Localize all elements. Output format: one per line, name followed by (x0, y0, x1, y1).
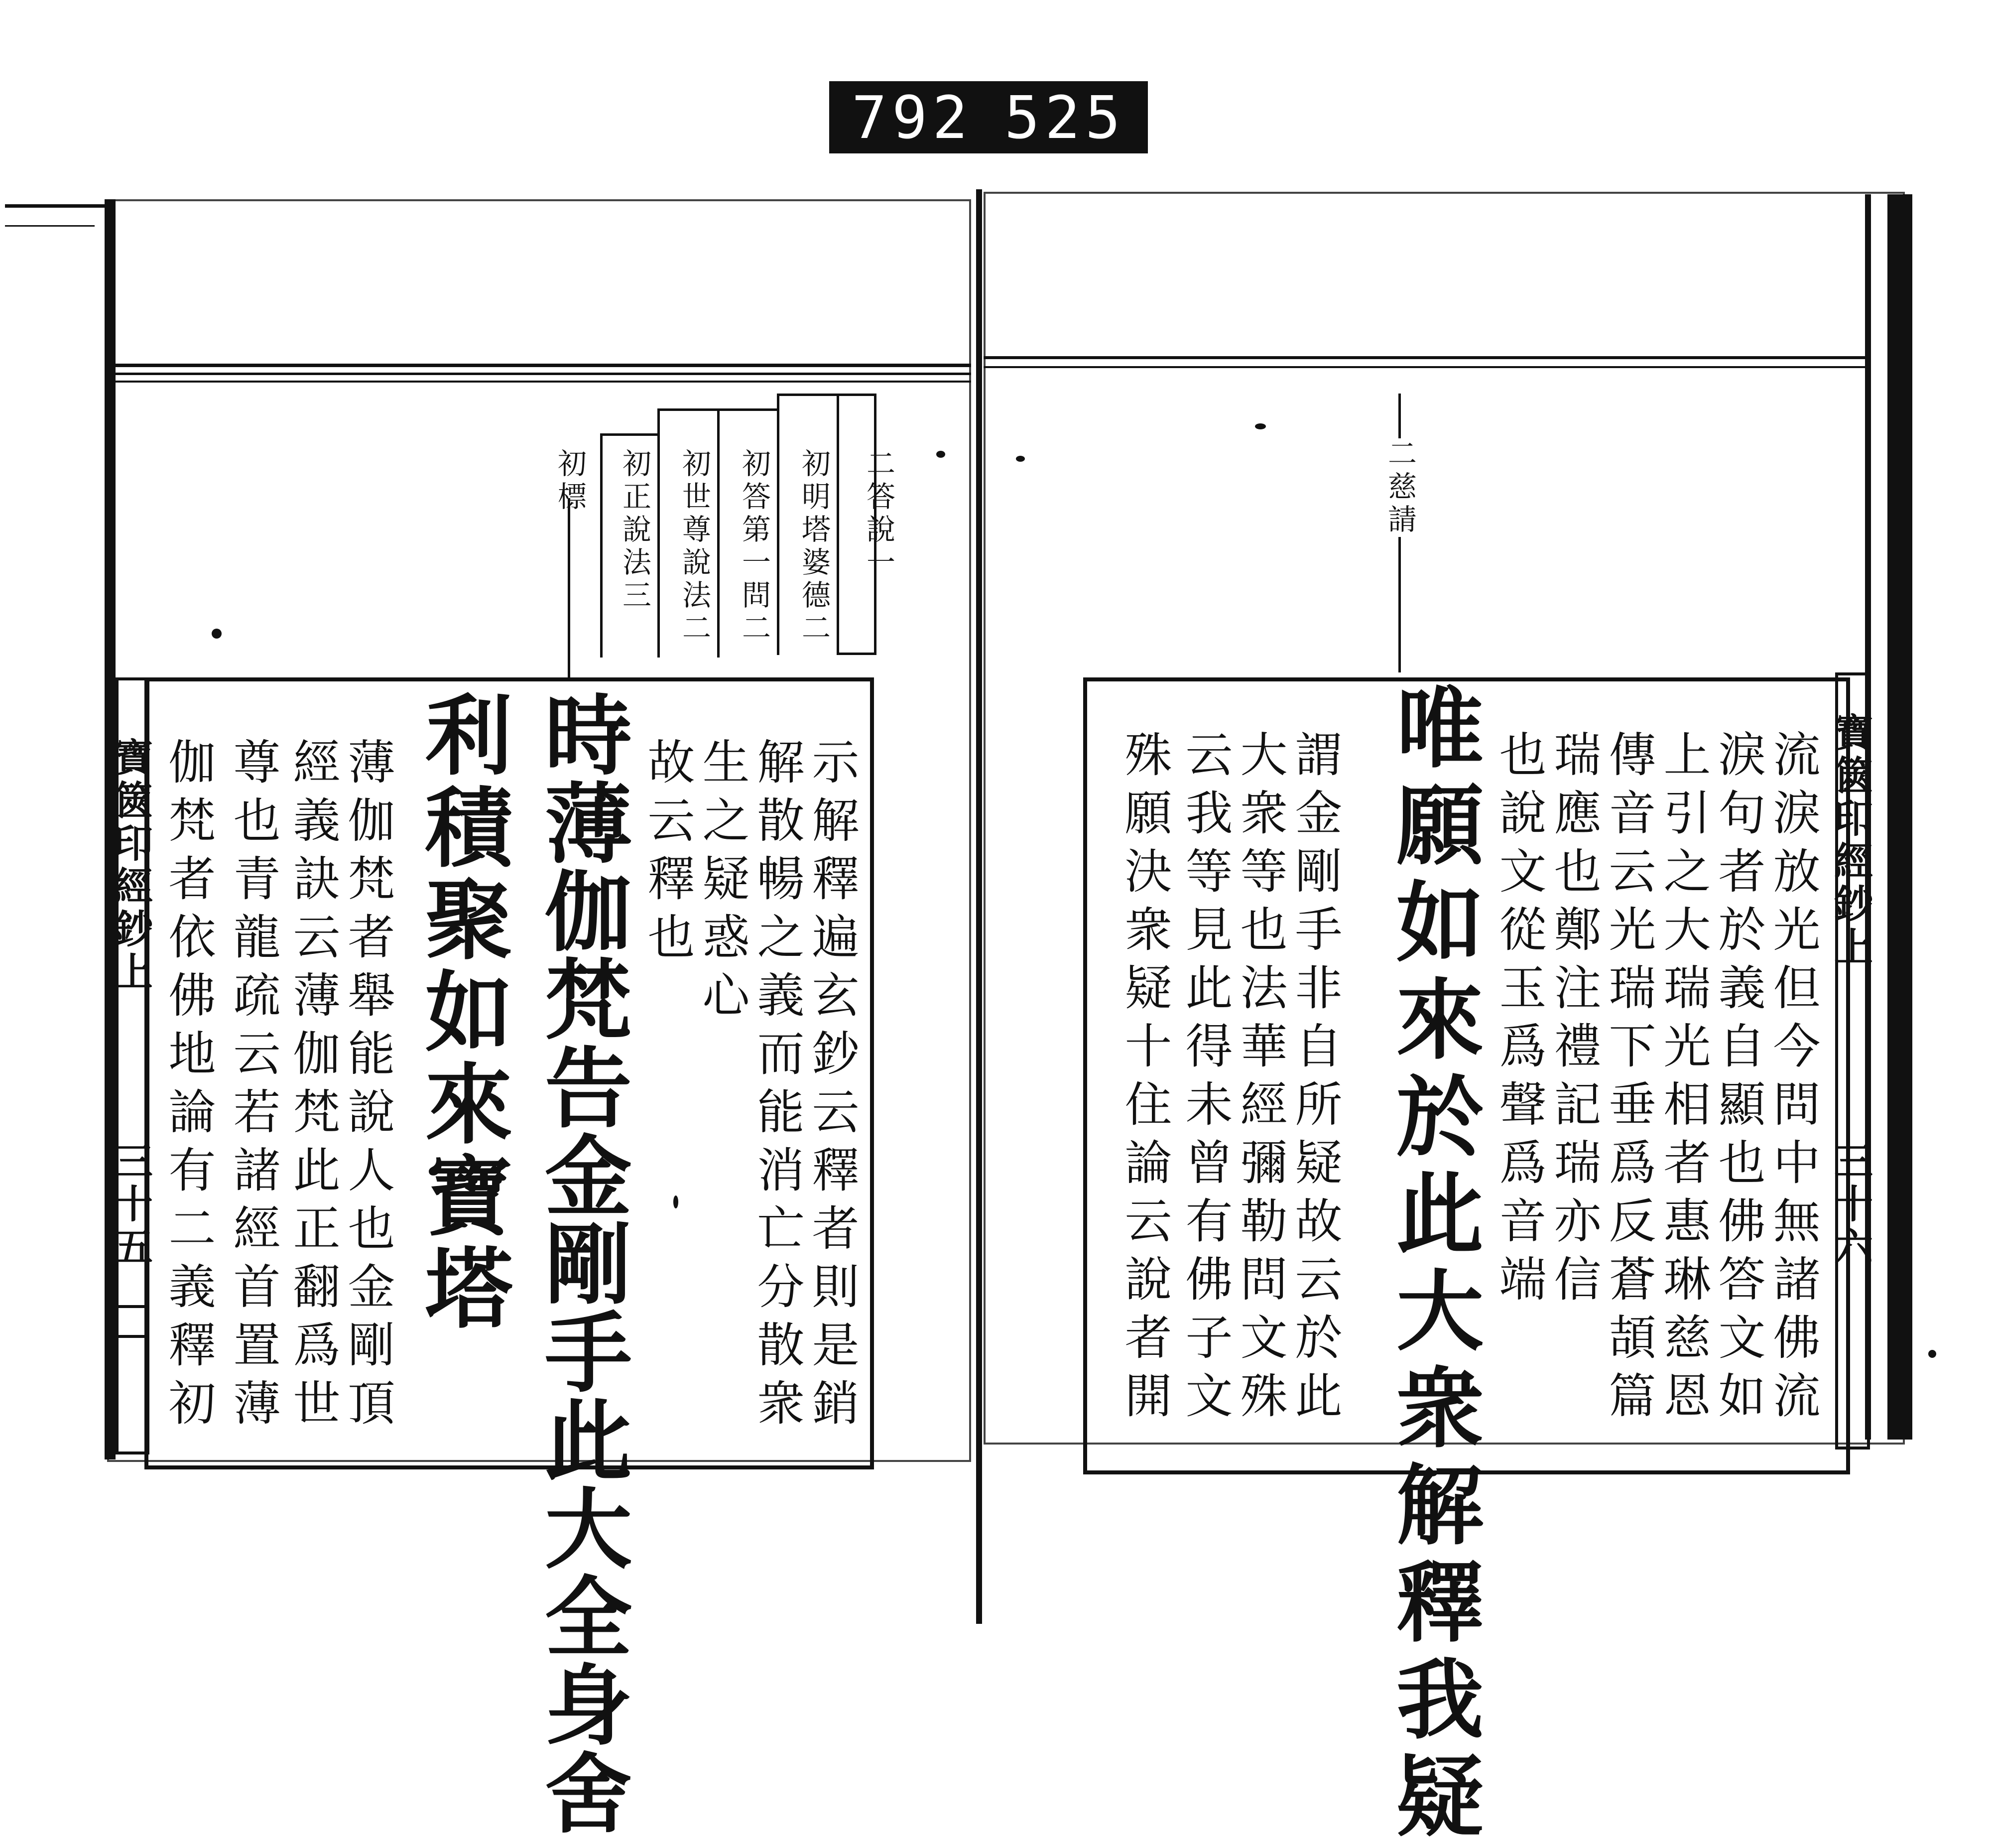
right-header-rule (984, 356, 1870, 359)
text-column: 云我等見此得未曾有佛子文 (1178, 730, 1233, 1429)
scan-speck (212, 629, 222, 639)
text-column: 瑞應也鄭注禮記瑞亦信 (1546, 730, 1601, 1313)
left-header-rule (107, 381, 971, 383)
outline-bracket-line (600, 433, 657, 436)
text-column: 流淚放光但今問中無諸佛流 (1765, 730, 1820, 1429)
sutra-text-column: 利積聚如來寶塔 (411, 690, 513, 1335)
text-column: 傳音云光瑞下垂爲反蒼頡篇 (1601, 730, 1656, 1429)
text-column: 淚句者於義自顯也佛答文如 (1711, 730, 1765, 1429)
catalog-number-plate (829, 81, 1148, 153)
left-folio-number: 三十五 (108, 1141, 153, 1269)
catalog-number-left: 792 (852, 83, 973, 152)
outline-item: 初世尊說法二 (677, 448, 711, 646)
outline-bracket-line (657, 408, 660, 658)
right-header-rule (984, 366, 1870, 368)
outline-bracket-line (600, 433, 603, 658)
outline-bracket-line (777, 394, 779, 655)
book-gutter (976, 189, 982, 1624)
scan-speck (673, 1195, 678, 1208)
text-column: 薄伽梵者舉能說人也金剛頂 (340, 737, 395, 1437)
right-folio-number: 三十六 (1828, 1141, 1873, 1269)
text-column: 上引之大瑞光相者惠琳慈恩 (1656, 730, 1711, 1429)
text-column: 解散暢之義而能消亡分散衆 (749, 737, 804, 1437)
text-column: 故云釋也 (640, 737, 695, 970)
right-binding-edge (1887, 194, 1912, 1440)
left-header-rule (107, 373, 971, 375)
sutra-text-column: 唯願如來於此大衆解釋我疑 (1382, 682, 1484, 1848)
outline-item: 初標 (553, 448, 587, 514)
text-column: 生之疑惑心 (695, 737, 749, 1029)
catalog-number-right: 525 (1004, 83, 1125, 152)
text-column: 經義訣云薄伽梵此正翻爲世 (285, 737, 340, 1437)
left-header-rule (107, 364, 971, 367)
scan-speck (936, 451, 945, 458)
scan-speck (1928, 1350, 1936, 1358)
text-column: 謂金剛手非自所疑故云於此 (1287, 730, 1342, 1429)
outline-bracket-line (837, 394, 839, 655)
outline-bracket-line (837, 394, 876, 396)
scan-speck (1016, 456, 1025, 462)
text-column: 大衆等也法華經彌勒問文殊 (1233, 730, 1287, 1429)
text-column: 尊也青龍疏云若諸經首置薄 (226, 737, 280, 1437)
outline-item: 二慈請 (1383, 438, 1417, 537)
scan-edge-line (5, 204, 105, 208)
outline-item: 初明塔婆德二 (797, 448, 831, 646)
left-margin-title: 寶篋印經鈔上 (108, 737, 153, 994)
text-column: 伽梵者依佛地論有二義釋初 (161, 737, 216, 1437)
scan-edge-line (5, 225, 95, 227)
outline-item: 初答第一問二 (737, 448, 771, 646)
text-column: 示解釋遍玄鈔云釋者則是銷 (804, 737, 859, 1437)
right-margin-title: 寶篋印經鈔上 (1828, 712, 1873, 969)
scan-speck (1255, 423, 1266, 429)
outline-bracket-line (777, 394, 837, 396)
text-column: 也說文從玉爲聲爲音端 (1492, 730, 1546, 1313)
outline-item: 二答說一 (862, 448, 895, 580)
sutra-text-column: 時薄伽梵告金剛手此大全身舍 (530, 690, 632, 1836)
outline-bracket-line (568, 498, 570, 677)
text-column: 殊願決衆疑十住論云說者開 (1117, 730, 1172, 1429)
outline-item: 初正說法三 (618, 448, 651, 613)
outline-bracket-line (717, 408, 720, 658)
outline-bracket-line (837, 653, 876, 655)
outline-bracket-line (657, 408, 717, 411)
outline-bracket-line (717, 408, 777, 411)
